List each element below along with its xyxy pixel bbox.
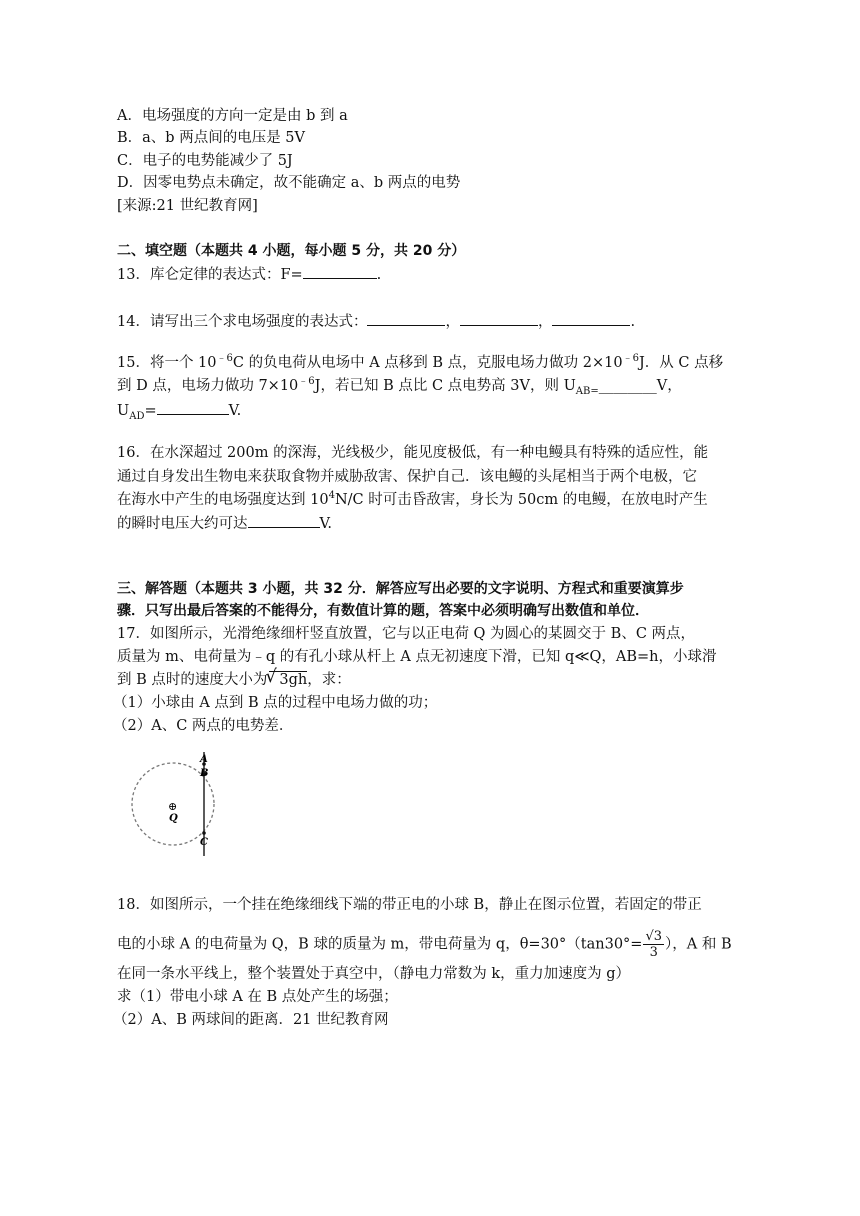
option-b: B．a、b 两点间的电压是 5V — [117, 130, 305, 146]
question-18-line2: 电的小球 A 的电荷量为 Q，B 球的质量为 m，带电荷量为 q，θ=30°（tan30°= $\frac{√3}{3}$ ），A 和 B — [117, 929, 732, 960]
q13-answer-blank[interactable] — [303, 263, 377, 279]
label-q: Q — [169, 813, 178, 824]
question-17-part2: （2）A、C 两点的电势差． — [113, 718, 294, 734]
sqrt-expression: √ 3gh — [269, 671, 307, 688]
q15-uab-blank[interactable]: ________V， — [598, 378, 682, 394]
option-a: A．电场强度的方向一定是由 b 到 a — [117, 108, 348, 124]
label-c: C — [200, 837, 208, 848]
q15-uad-blank[interactable] — [157, 399, 229, 415]
charge-symbol: ⊕ — [168, 800, 178, 813]
point-c-dot — [202, 831, 206, 835]
q14-blank-3[interactable] — [552, 310, 630, 326]
question-17-line2: 质量为 m、电荷量为﹣q 的有孔小球从杆上 A 点无初速度下滑，已知 q≪Q，AB=h，小球滑 — [117, 649, 717, 665]
source-note: [来源:21 世纪教育网] — [117, 198, 258, 214]
question-16-line1: 16．在水深超过 200m 的深海，光线极少，能见度极低，有一种电鳗具有特殊的适应性，能 — [117, 445, 709, 461]
q13-text: 13．库仑定律的表达式：F= — [117, 267, 303, 283]
question-16-line4: 的瞬时电压大约可达 V. — [117, 512, 332, 534]
q14-blank-2[interactable] — [460, 310, 538, 326]
question-15-line2: 到 D 点，电场力做功 $7\times 10^{﹣6}J$，若已知 B 点比 C 点电势高 3V，则 $U_{AB=}\_\_\_\_\_\_\_\_V$， — [117, 376, 682, 397]
q16-answer-blank[interactable] — [248, 512, 320, 528]
question-17-part1: （1）小球由 A 点到 B 点的过程中电场力做的功； — [113, 695, 438, 711]
section3-title-line2: 骤．只写出最后答案的不能得分，有数值计算的题，答案中必须明确写出数值和单位． — [117, 603, 649, 619]
section2-title: 二、填空题（本题共 4 小题，每小题 5 分，共 20 分） — [117, 243, 466, 259]
label-a: A — [200, 754, 208, 765]
section3-title-line1: 三、解答题（本题共 3 小题，共 32 分．解答应写出必要的文字说明、方程式和重要演算步 — [117, 581, 684, 597]
sqrt3-over-3-fraction: $\frac{√3}{3}$ — [645, 929, 663, 960]
question-18-line1: 18．如图所示，一个挂在绝缘细线下端的带正电的小球 B，静止在图示位置，若固定的带正 — [117, 897, 702, 913]
question-18-line3: 在同一条水平线上，整个装置处于真空中，（静电力常数为 k，重力加速度为 g） — [117, 966, 631, 982]
question-16-line2: 通过自身发出生物电来获取食物并威胁敌害、保护自己．该电鳗的头尾相当于两个电极，它 — [117, 469, 697, 485]
question-17-line3: 到 B 点时的速度大小为√ 3gh，求： — [117, 670, 351, 690]
question-17-line1: 17．如图所示，光滑绝缘细杆竖直放置，它与以正电荷 Q 为圆心的某圆交于 B、C 两点， — [117, 626, 696, 642]
question-18-line4: 求（1）带电小球 A 在 B 点处产生的场强； — [117, 989, 398, 1005]
question-18-line5: （2）A、B 两球间的距离．21 世纪教育网 — [113, 1012, 389, 1028]
question-14: 14．请写出三个求电场强度的表达式： ， ， . — [117, 310, 635, 332]
label-b: B — [200, 768, 209, 779]
q14-text: 14．请写出三个求电场强度的表达式： — [117, 314, 368, 330]
q17-circle-figure — [125, 748, 225, 860]
q14-blank-1[interactable] — [367, 310, 445, 326]
question-13: 13．库仑定律的表达式：F= . — [117, 263, 381, 285]
question-15-line1: 15．将一个 $10^{﹣6}C$ 的负电荷从电场中 A 点移到 B 点，克服电场力做功 $2\times 10^{﹣6}J$．从 C 点移 — [117, 353, 724, 371]
option-c: C．电子的电势能减少了 5J — [117, 153, 293, 169]
question-15-line3: $U_{AD}= V$. — [117, 399, 241, 421]
question-16-line3: 在海水中产生的电场强度达到 $10^4N/C$ 时可击昏敌害，身长为 50cm 的电鳗，在放电时产生 — [117, 490, 708, 508]
option-d: D．因零电势点未确定，故不能确定 a、b 两点的电势 — [117, 175, 461, 191]
